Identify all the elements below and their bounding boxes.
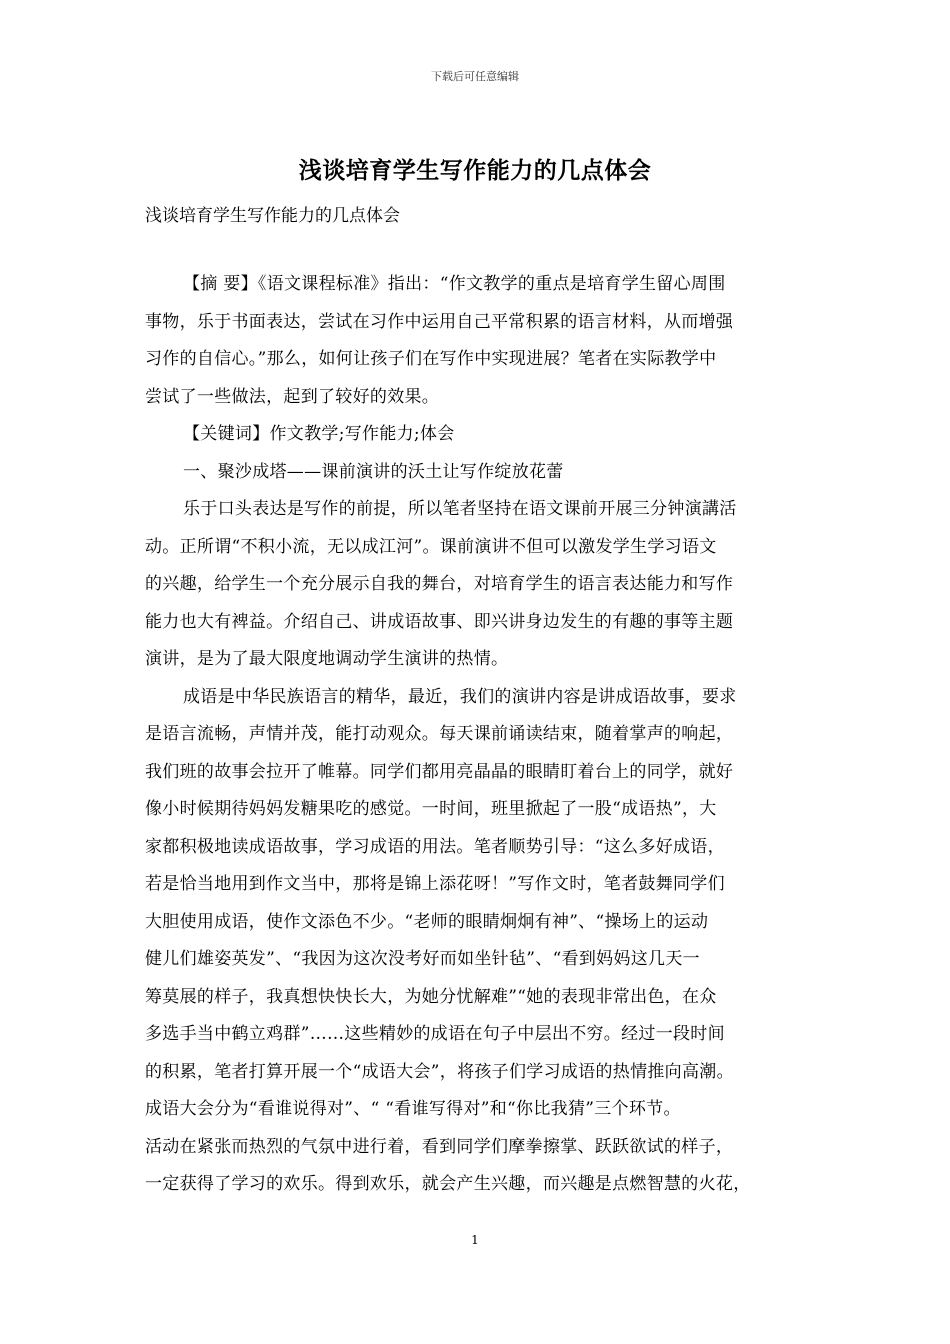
text-line: 动。正所谓“不积小流，无以成江河”。课前演讲不但可以激发学生学习语文 xyxy=(145,536,717,557)
text-line: 习作的自信心。”那么，如何让孩子们在写作中实现进展？笔者在实际教学中 xyxy=(145,349,717,369)
document-subtitle: 浅谈培育学生写作能力的几点体会 xyxy=(145,206,400,226)
text-line: 若是恰当地用到作文当中，那将是锦上添花呀！”写作文时，笔者鼓舞同学们 xyxy=(145,874,725,894)
text-line: 演讲，是为了最大限度地调动学生演讲的热情。 xyxy=(145,649,509,669)
section-heading: 一、聚沙成塔——课前演讲的沃土让写作绽放花蕾 xyxy=(183,461,564,482)
text-line: 我们班的故事会拉开了帷幕。同学们都用亮晶晶的眼睛盯着台上的同学，就好 xyxy=(145,761,734,782)
text-line: 家都积极地读成语故事，学习成语的用法。笔者顺势引导：“这么多好成语， xyxy=(145,836,725,857)
text-line: 能力也大有裨益。介绍自己、讲成语故事、即兴讲身边发生的有趣的事等主题 xyxy=(145,611,734,632)
page-number: 1 xyxy=(471,1233,479,1247)
text-line: 像小时候期待妈妈发糖果吃的感觉。一时间，班里掀起了一股“成语热”，大 xyxy=(145,799,717,819)
text-line: 乐于口头表达是写作的前提，所以笔者坚持在语文课前开展三分钟演講活 xyxy=(183,499,737,519)
text-line: 成语大会分为“看谁说得对”、“ “看谁写得对”和“你比我猜”三个环节。 xyxy=(145,1099,681,1119)
text-line: 事物，乐于书面表达，尝试在习作中运用自己平常积累的语言材料，从而增强 xyxy=(145,311,734,332)
text-line: 是语言流畅，声情并茂，能打动观众。每天课前诵读结束，随着掌声的响起， xyxy=(145,724,734,744)
text-line: 【摘 要】《语文课程标准》指出：“作文教学的重点是培育学生留心周围 xyxy=(183,274,726,294)
text-line: 大胆使用成语，使作文添色不少。“老师的眼睛炯炯有神”、“操场上的运动 xyxy=(145,911,709,932)
text-line: 健儿们雄姿英发”、“我因为这次没考好而如坐针毡”、“看到妈妈这几天一 xyxy=(145,949,700,969)
text-line: 【关键词】作文教学;写作能力;体会 xyxy=(183,424,455,444)
text-line: 的积累，笔者打算开展一个“成语大会”，将孩子们学习成语的热情推向高潮。 xyxy=(145,1061,734,1082)
text-line: 成语是中华民族语言的精华，最近，我们的演讲内容是讲成语故事，要求 xyxy=(183,686,737,707)
body-text xyxy=(145,266,817,1204)
text-line: 一定获得了学习的欢乐。得到欢乐，就会产生兴趣，而兴趣是点燃智慧的火花， xyxy=(145,1174,751,1194)
text-line: 尝试了一些做法，起到了较好的效果。 xyxy=(145,386,440,407)
text-line: 活动在紧张而热烈的气氛中进行着，看到同学们摩拳擦掌、跃跃欲试的样子， xyxy=(145,1136,734,1157)
document-title: 浅谈培育学生写作能力的几点体会 xyxy=(298,158,652,184)
text-line: 筹莫展的样子，我真想快快长大，为她分忧解难”“她的表现非常出色，在众 xyxy=(145,986,717,1007)
text-line: 的兴趣，给学生一个充分展示自我的舞台，对培育学生的语言表达能力和写作 xyxy=(145,574,734,594)
header-note: 下载后可任意编辑 xyxy=(431,70,519,83)
text-line: 多选手当中鹤立鸡群”……这些精妙的成语在句子中层出不穷。经过一段时间 xyxy=(145,1024,725,1044)
